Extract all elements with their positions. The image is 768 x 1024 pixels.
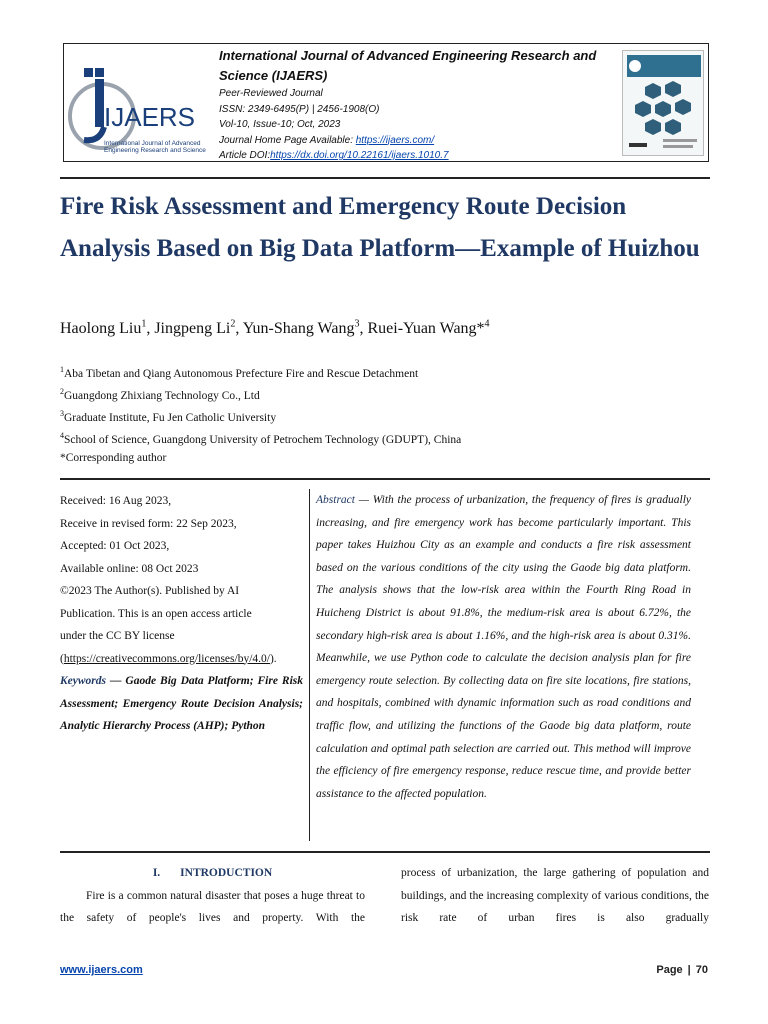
- license-url-line: (https://creativecommons.org/licenses/by/4.0/).: [60, 652, 277, 665]
- affiliation: $^4$School of Science, Guangdong University of Petrochem Technology (GDUPT), China: [60, 431, 462, 446]
- affiliation: $^3$Graduate Institute, Fu Jen Catholic University: [60, 409, 277, 424]
- header-divider: [60, 177, 710, 179]
- doi-link[interactable]: https://dx.doi.org/10.22161/ijaers.1010.7: [270, 150, 449, 161]
- author: Jingpeng Li$^2$,: [154, 319, 243, 338]
- abstract-divider: [60, 851, 710, 853]
- keywords-text: — Gaode Big Data Platform; Fire Risk Assessment; Emergency Route Decision Analysis; Analytic Hierarchy Process (AHP); Python: [60, 675, 303, 732]
- abstract-label: Abstract: [316, 494, 355, 506]
- homepage-label: Journal Home Page Available:: [219, 134, 356, 146]
- journal-header: [63, 43, 709, 162]
- logo-caption: International Journal of Advanced Engineering Research and Science: [104, 140, 206, 154]
- received-date: Received: 16 Aug 2023,: [60, 495, 172, 507]
- journal-cover-image: [622, 50, 704, 156]
- page-number: Page | 70: [656, 964, 708, 976]
- license-link[interactable]: https://creativecommons.org/licenses/by/4.0/: [63, 652, 270, 665]
- intro-paragraph-left: Fire is a common natural disaster that poses a huge threat to the safety of people's lives and property. With the: [60, 889, 365, 924]
- journal-logo: [64, 56, 214, 156]
- meta-abstract-divider: [309, 489, 310, 841]
- corresponding-note: *Corresponding author: [60, 452, 167, 464]
- license-line: under the CC BY license: [60, 630, 175, 642]
- author-list: [60, 314, 710, 340]
- revised-date: Receive in revised form: 22 Sep 2023,: [60, 517, 237, 530]
- homepage-line: [219, 133, 619, 149]
- homepage-link[interactable]: https://ijaers.com/: [355, 134, 435, 146]
- license-line: Publication. This is an open access article: [60, 607, 252, 620]
- affiliation: $^1$Aba Tibetan and Qiang Autonomous Prefecture Fire and Rescue Detachment: [60, 365, 419, 380]
- issn: ISSN: 2349-6495(P) | 2456-1908(O): [219, 103, 380, 115]
- body-column-right: [401, 862, 709, 930]
- journal-info: [219, 46, 619, 164]
- abstract: [316, 489, 691, 805]
- author: Yun-Shang Wang$^3$,: [242, 319, 368, 338]
- footer-site-link[interactable]: www.ijaers.com: [60, 964, 143, 976]
- body-column-left: [60, 862, 365, 930]
- journal-title: International Journal of Advanced Engineering Research and Science (IJAERS): [219, 48, 597, 83]
- section-heading: [60, 862, 365, 885]
- peer-reviewed: Peer-Reviewed Journal: [219, 88, 323, 99]
- section-title: INTRODUCTION: [180, 867, 273, 879]
- online-date: Available online: 08 Oct 2023: [60, 562, 199, 575]
- affiliation-divider: [60, 478, 710, 480]
- section-number: I.: [152, 867, 161, 879]
- cover-hexagon-icon: [623, 51, 704, 156]
- author: Ruei-Yuan Wang*$^4$: [367, 319, 490, 338]
- author: Haolong Liu$^1$,: [60, 319, 155, 338]
- license-line: ©2023 The Author(s). Published by AI: [60, 585, 240, 597]
- keywords-label: Keywords: [60, 675, 106, 687]
- keywords: [60, 670, 303, 738]
- intro-paragraph-right: process of urbanization, the large gathering of population and buildings, and the increasing complexity of various conditions, the risk rate of urban fires is also gradually: [401, 867, 709, 924]
- volume: Vol-10, Issue-10; Oct, 2023: [219, 119, 341, 130]
- doi-line: [219, 148, 619, 164]
- paper-title: Fire Risk Assessment and Emergency Route Decision Analysis Based on Big Data Platform—Example of Huizhou: [60, 193, 700, 262]
- accepted-date: Accepted: 01 Oct 2023,: [60, 540, 170, 552]
- logo-wordmark: IJAERS: [104, 102, 196, 132]
- affiliation: $^2$Guangdong Zhixiang Technology Co., Ltd: [60, 387, 260, 402]
- abstract-text: — With the process of urbanization, the frequency of fires is gradually increasing, and fire emergency work has become particularly important. This paper takes Huizhou City as an example and conducts a fire risk assessment based on the various conditions of the city using the Gaode big data platform. The analysis shows that the low-risk area within the Fourth Ring Road in Huicheng District is about 91.8%, the medium-risk area is about 6.72%, the secondary high-risk area is about 1.16%, and the high-risk area is about 0.31%. Meanwhile, we use Python code to calculate the decision analysis plan for fire emergency route selection. By collecting data on fire site locations, fire stations, and hospitals, combined with dynamic information such as road conditions and traffic flow, and utilizing the functions of the Gaode big data platform, route calculation and optimal path selection are carried out. This method will improve the efficiency of fire emergency response, reduce rescue time, and provide better assistance to the affected population.: [316, 494, 691, 800]
- affiliation-list: [60, 359, 710, 469]
- doi-label: Article DOI:: [219, 150, 271, 161]
- article-meta: [60, 490, 303, 738]
